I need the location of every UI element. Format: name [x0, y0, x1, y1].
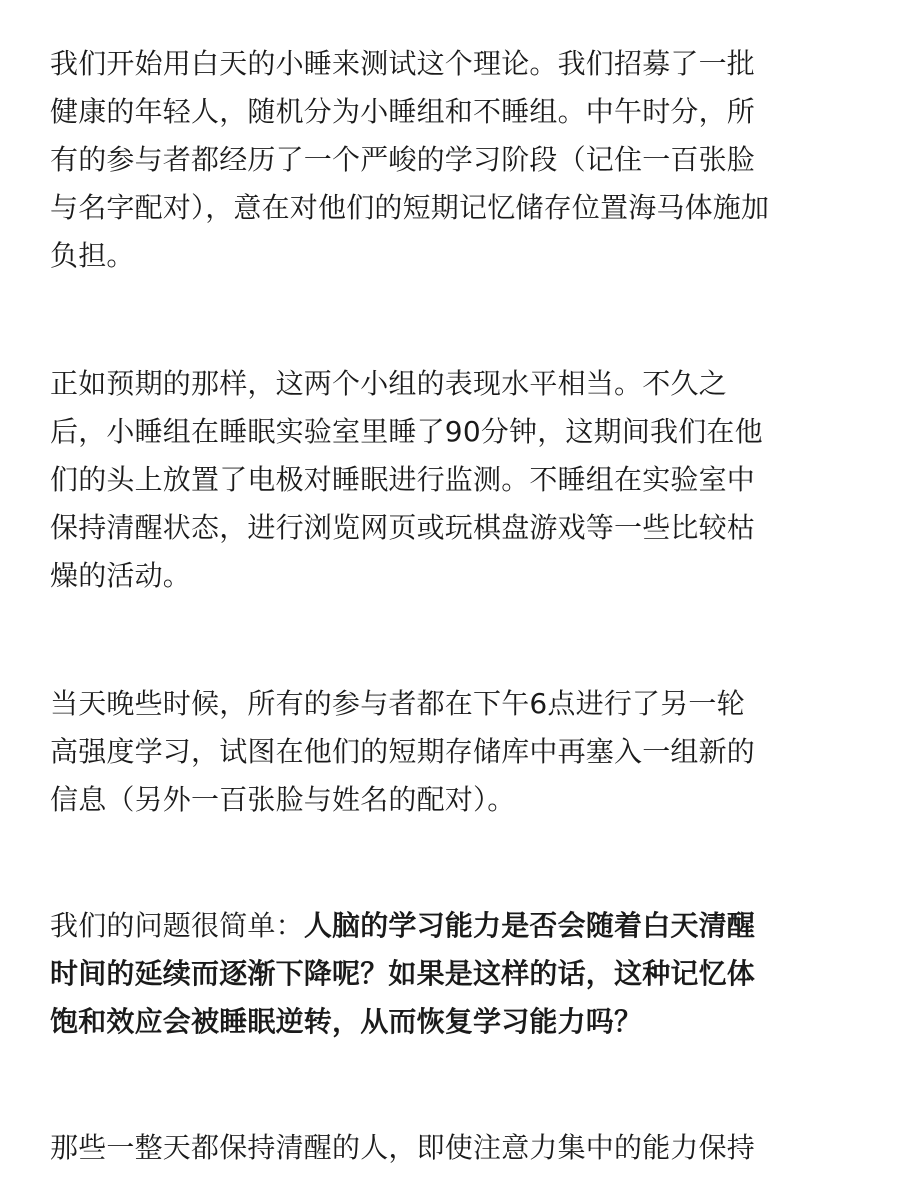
text-line: 燥的活动。	[50, 559, 192, 592]
text-line: 有的参与者都经历了一个严峻的学习阶段（记住一百张脸	[50, 143, 756, 176]
question-lead: 我们的问题很简单：	[50, 909, 304, 942]
text-line: 们的头上放置了电极对睡眠进行监测。不睡组在实验室中	[50, 463, 756, 496]
text-line: 正如预期的那样，这两个小组的表现水平相当。不久之	[50, 367, 727, 400]
question-bold-line: 时间的延续而逐渐下降呢？如果是这样的话，这种记忆体	[50, 957, 756, 990]
question-bold-line: 饱和效应会被睡眠逆转，从而恢复学习能力吗？	[50, 1005, 643, 1038]
text-line: 与名字配对），意在对他们的短期记忆储存位置海马体施加	[50, 191, 770, 224]
text-line: 我们开始用白天的小睡来测试这个理论。我们招募了一批	[50, 47, 756, 80]
text-line: 当天晚些时候，所有的参与者都在下午6点进行了另一轮	[50, 687, 745, 720]
text-line: 后，小睡组在睡眠实验室里睡了90分钟，这期间我们在他	[50, 415, 763, 448]
paragraph-awake-group	[50, 1124, 850, 1172]
text-line: 那些一整天都保持清醒的人，即使注意力集中的能力保持	[50, 1131, 756, 1164]
paragraph-evening-session	[50, 680, 850, 824]
paragraph-nap-experiment	[50, 40, 856, 280]
text-line: 信息（另外一百张脸与姓名的配对）。	[50, 783, 516, 816]
text-line: 高强度学习，试图在他们的短期存储库中再塞入一组新的	[50, 735, 756, 768]
question-bold-line: 人脑的学习能力是否会随着白天清醒	[303, 909, 756, 942]
paragraph-results-equal	[50, 360, 850, 600]
text-line: 健康的年轻人，随机分为小睡组和不睡组。中午时分，所	[50, 95, 756, 128]
text-line: 负担。	[50, 239, 135, 272]
text-line: 保持清醒状态，进行浏览网页或玩棋盘游戏等一些比较枯	[50, 511, 756, 544]
paragraph-research-question	[50, 902, 850, 1046]
